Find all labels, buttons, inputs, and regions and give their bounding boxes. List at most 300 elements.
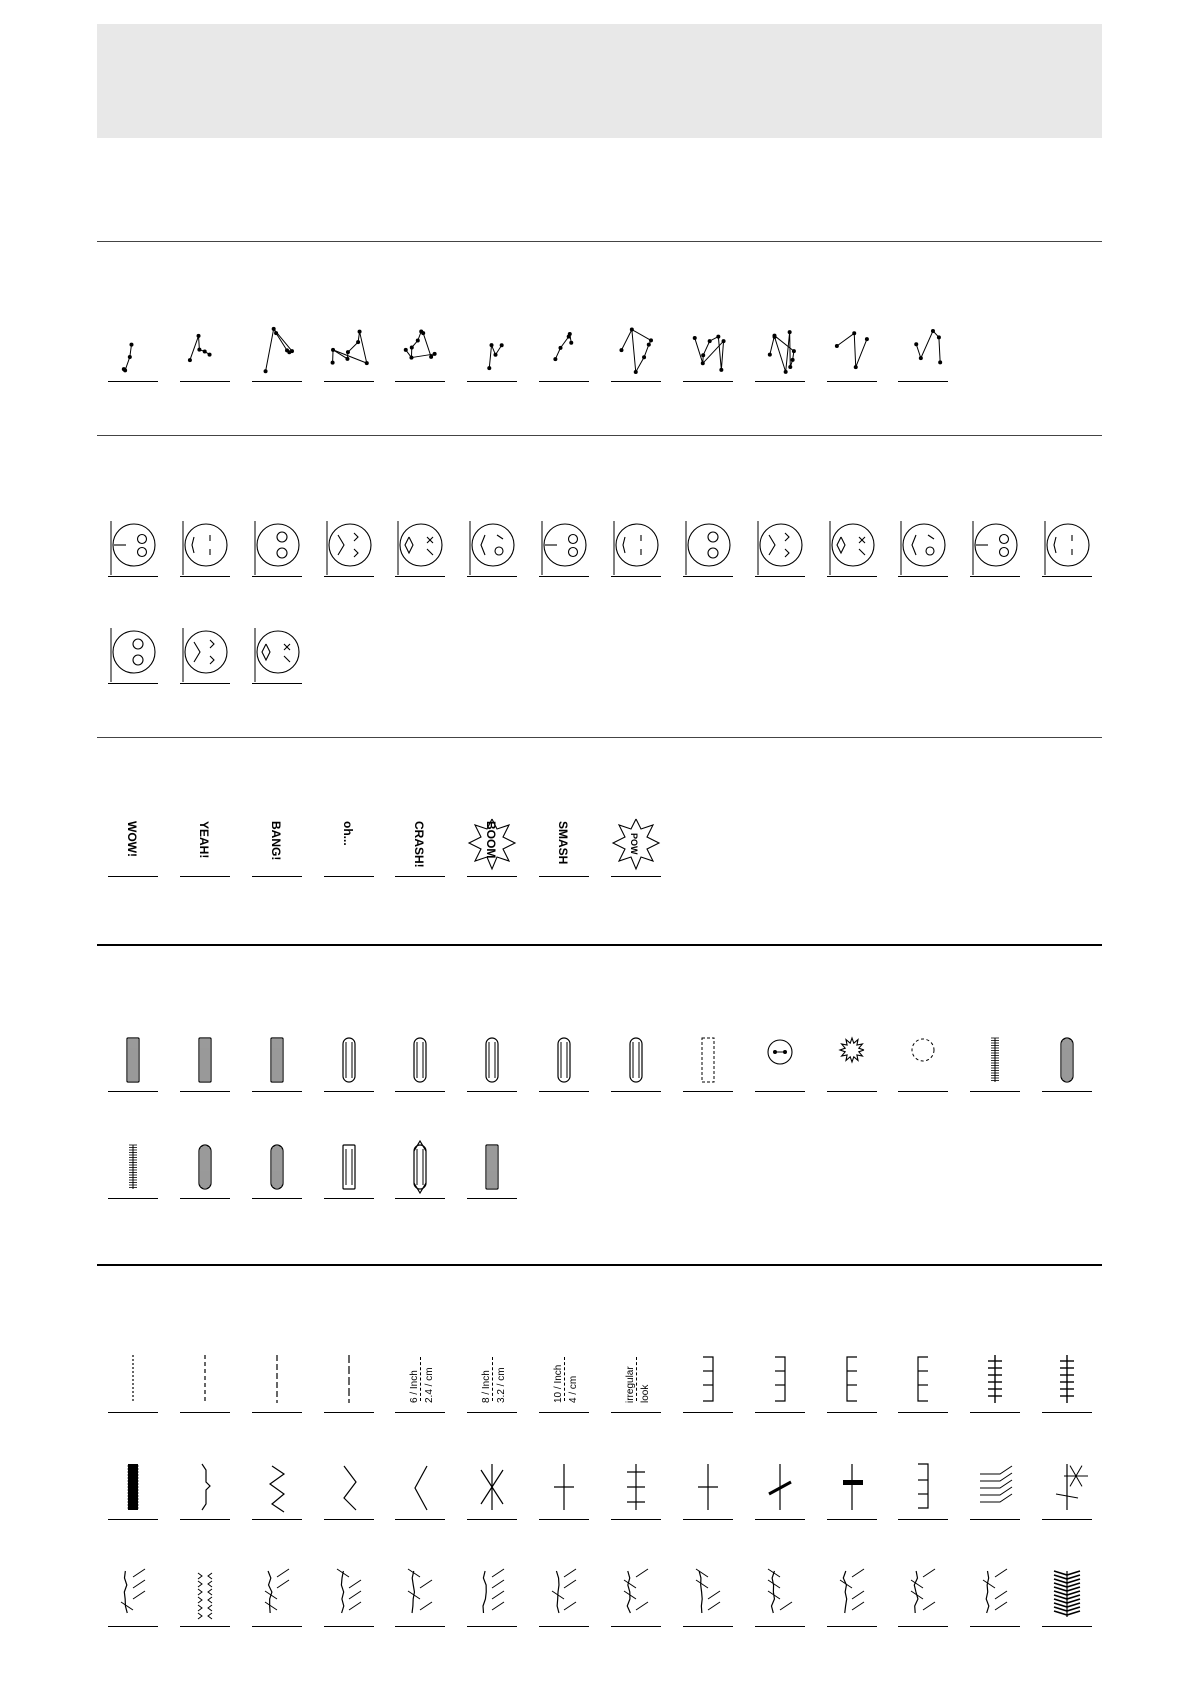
stitch-underline (108, 1091, 158, 1092)
stitch-length-label: 2.4 / cm (424, 1367, 436, 1403)
stitch-cell-buttonholes-1-2[interactable] (252, 1139, 302, 1199)
stitch-underline (467, 1626, 517, 1627)
stitch-underline (108, 1626, 158, 1627)
stitch-cell-constellations-0-2[interactable] (252, 322, 302, 382)
decorative-stitch-icon (683, 1567, 733, 1627)
stitch-underline (827, 576, 877, 577)
stitch-underline (324, 576, 374, 577)
word-label: YEAH! (196, 821, 211, 859)
face-stitch-icon (108, 517, 158, 577)
stitch-cell-faces-1-2[interactable] (252, 624, 302, 684)
stitch-underline (539, 1412, 589, 1413)
stitch-underline (180, 683, 230, 684)
constellation-stitch-icon (252, 322, 302, 382)
stitch-cell-practical-1-9[interactable] (755, 1460, 805, 1520)
stitch-underline (467, 1412, 517, 1413)
stitch-cell-faces-0-3[interactable] (324, 517, 374, 577)
stitch-underline (970, 1412, 1020, 1413)
decorative-stitch-icon (395, 1460, 445, 1520)
stitch-underline (252, 1091, 302, 1092)
stitch-cell-practical-1-0[interactable] (108, 1460, 158, 1520)
stitch-cell-buttonholes-1-3[interactable] (324, 1139, 374, 1199)
decorative-stitch-icon (252, 1460, 302, 1520)
face-stitch-icon (611, 517, 661, 577)
stitch-cell-practical-2-12[interactable] (970, 1567, 1020, 1627)
word-stitch-icon (467, 817, 517, 877)
stitch-cell-buttonholes-0-11[interactable] (898, 1032, 948, 1092)
word-label: CRASH! (412, 821, 427, 868)
stitch-underline (683, 1626, 733, 1627)
stitch-cell-faces-0-1[interactable] (180, 517, 230, 577)
stitch-cell-buttonholes-0-12[interactable] (970, 1032, 1020, 1092)
stitch-underline (252, 576, 302, 577)
buttonhole-stitch-icon (252, 1139, 302, 1199)
face-stitch-icon (539, 517, 589, 577)
stitch-underline (467, 576, 517, 577)
stitch-cell-words-0-5[interactable] (467, 817, 517, 877)
stitch-underline (611, 381, 661, 382)
constellation-stitch-icon (898, 322, 948, 382)
stitch-cell-constellations-0-3[interactable] (324, 322, 374, 382)
stitch-underline (611, 1519, 661, 1520)
stitch-length-label: 4 / cm (568, 1375, 580, 1403)
stitch-length-label: look (639, 1384, 651, 1403)
stitch-underline (970, 1519, 1020, 1520)
decorative-stitch-icon (324, 1567, 374, 1627)
stitch-cell-buttonholes-0-5[interactable] (467, 1032, 517, 1092)
decorative-stitch-icon (1042, 1460, 1092, 1520)
face-stitch-icon (1042, 517, 1092, 577)
stitch-cell-practical-1-6[interactable] (539, 1460, 589, 1520)
stitch-underline (755, 1519, 805, 1520)
decorative-stitch-icon (467, 1460, 517, 1520)
stitch-underline (611, 1626, 661, 1627)
decorative-stitch-icon (755, 1460, 805, 1520)
stitch-cell-words-0-6[interactable] (539, 817, 589, 877)
header-band (97, 24, 1102, 138)
stitch-underline (755, 1412, 805, 1413)
stitch-cell-practical-2-8[interactable] (683, 1567, 733, 1627)
stitch-underline (180, 1412, 230, 1413)
stitch-cell-practical-0-5[interactable] (467, 1353, 517, 1413)
constellation-stitch-icon (683, 322, 733, 382)
stitch-cell-practical-1-4[interactable] (395, 1460, 445, 1520)
face-stitch-icon (898, 517, 948, 577)
stitch-underline (755, 576, 805, 577)
stitch-underline (395, 1198, 445, 1199)
decorative-stitch-icon (1042, 1567, 1092, 1627)
stitch-underline (827, 1519, 877, 1520)
stitch-underline (611, 1091, 661, 1092)
stitch-cell-faces-0-7[interactable] (611, 517, 661, 577)
stitch-underline (467, 1519, 517, 1520)
decorative-stitch-icon (970, 1460, 1020, 1520)
buttonhole-stitch-icon (827, 1032, 877, 1092)
word-label: POW (628, 833, 639, 855)
practical-stitch-icon (755, 1353, 805, 1413)
word-label: oh... (340, 821, 355, 846)
stitch-underline (898, 1519, 948, 1520)
stitch-underline (324, 1091, 374, 1092)
stitch-cell-practical-1-5[interactable] (467, 1460, 517, 1520)
stitch-underline (108, 876, 158, 877)
stitch-cell-faces-0-11[interactable] (898, 517, 948, 577)
stitch-cell-practical-0-11[interactable] (898, 1353, 948, 1413)
stitch-cell-constellations-0-10[interactable] (827, 322, 877, 382)
stitch-underline (252, 876, 302, 877)
constellation-stitch-icon (827, 322, 877, 382)
stitch-cell-faces-0-8[interactable] (683, 517, 733, 577)
buttonhole-stitch-icon (180, 1032, 230, 1092)
stitch-cell-practical-0-10[interactable] (827, 1353, 877, 1413)
stitch-cell-faces-0-5[interactable] (467, 517, 517, 577)
stitch-cell-practical-0-0[interactable] (108, 1353, 158, 1413)
buttonhole-stitch-icon (324, 1032, 374, 1092)
stitch-cell-practical-1-11[interactable] (898, 1460, 948, 1520)
stitch-underline (611, 876, 661, 877)
stitch-underline (467, 876, 517, 877)
stitch-length-label: 6 / Inch (409, 1370, 421, 1403)
stitch-cell-constellations-0-1[interactable] (180, 322, 230, 382)
stitch-underline (970, 1091, 1020, 1092)
stitch-underline (395, 1519, 445, 1520)
label-divider (420, 1357, 421, 1401)
stitch-cell-faces-0-9[interactable] (755, 517, 805, 577)
stitch-underline (898, 1412, 948, 1413)
decorative-stitch-icon (611, 1460, 661, 1520)
stitch-cell-buttonholes-0-0[interactable] (108, 1032, 158, 1092)
stitch-cell-practical-1-10[interactable] (827, 1460, 877, 1520)
decorative-stitch-icon (324, 1460, 374, 1520)
stitch-cell-constellations-0-5[interactable] (467, 322, 517, 382)
stitch-cell-constellations-0-8[interactable] (683, 322, 733, 382)
buttonhole-stitch-icon (180, 1139, 230, 1199)
stitch-cell-practical-2-10[interactable] (827, 1567, 877, 1627)
stitch-underline (539, 381, 589, 382)
stitch-cell-practical-0-3[interactable] (324, 1353, 374, 1413)
stitch-cell-practical-1-7[interactable] (611, 1460, 661, 1520)
stitch-underline (252, 683, 302, 684)
stitch-cell-constellations-0-7[interactable] (611, 322, 661, 382)
stitch-underline (180, 1198, 230, 1199)
stitch-underline (252, 1198, 302, 1199)
stitch-cell-practical-0-8[interactable] (683, 1353, 733, 1413)
practical-stitch-icon (827, 1353, 877, 1413)
stitch-underline (827, 1412, 877, 1413)
word-label: SMASH (556, 821, 571, 865)
word-label: BOOM (484, 821, 499, 859)
stitch-underline (180, 576, 230, 577)
constellation-stitch-icon (324, 322, 374, 382)
stitch-underline (108, 381, 158, 382)
stitch-cell-practical-0-6[interactable] (539, 1353, 589, 1413)
buttonhole-stitch-icon (539, 1032, 589, 1092)
stitch-cell-words-0-3[interactable] (324, 817, 374, 877)
decorative-stitch-icon (539, 1460, 589, 1520)
label-divider (564, 1357, 565, 1401)
stitch-cell-practical-1-12[interactable] (970, 1460, 1020, 1520)
stitch-underline (827, 381, 877, 382)
stitch-cell-buttonholes-0-3[interactable] (324, 1032, 374, 1092)
stitch-underline (395, 876, 445, 877)
stitch-underline (324, 876, 374, 877)
stitch-underline (1042, 576, 1092, 577)
stitch-underline (324, 1412, 374, 1413)
stitch-underline (1042, 1626, 1092, 1627)
practical-stitch-icon (108, 1353, 158, 1413)
decorative-stitch-icon (539, 1567, 589, 1627)
stitch-cell-practical-0-1[interactable] (180, 1353, 230, 1413)
word-stitch-icon (611, 817, 661, 877)
decorative-stitch-icon (898, 1567, 948, 1627)
stitch-underline (180, 1626, 230, 1627)
face-stitch-icon (827, 517, 877, 577)
buttonhole-stitch-icon (324, 1139, 374, 1199)
stitch-underline (108, 1519, 158, 1520)
word-stitch-icon (539, 817, 589, 877)
practical-stitch-icon (1042, 1353, 1092, 1413)
stitch-cell-words-0-7[interactable] (611, 817, 661, 877)
stitch-cell-faces-1-1[interactable] (180, 624, 230, 684)
stitch-underline (539, 876, 589, 877)
stitch-cell-practical-2-4[interactable] (395, 1567, 445, 1627)
stitch-cell-buttonholes-1-1[interactable] (180, 1139, 230, 1199)
stitch-underline (683, 1412, 733, 1413)
stitch-underline (395, 576, 445, 577)
decorative-stitch-icon (898, 1460, 948, 1520)
stitch-cell-buttonholes-1-0[interactable] (108, 1139, 158, 1199)
constellation-stitch-icon (108, 322, 158, 382)
buttonhole-stitch-icon (467, 1032, 517, 1092)
stitch-underline (324, 1626, 374, 1627)
stitch-cell-practical-2-1[interactable] (180, 1567, 230, 1627)
stitch-cell-constellations-0-9[interactable] (755, 322, 805, 382)
decorative-stitch-icon (108, 1567, 158, 1627)
stitch-cell-practical-1-13[interactable] (1042, 1460, 1092, 1520)
stitch-underline (252, 1626, 302, 1627)
stitch-cell-practical-2-9[interactable] (755, 1567, 805, 1627)
stitch-cell-faces-0-2[interactable] (252, 517, 302, 577)
section-divider (97, 241, 1102, 242)
stitch-cell-practical-2-5[interactable] (467, 1567, 517, 1627)
stitch-underline (1042, 1091, 1092, 1092)
stitch-cell-words-0-0[interactable] (108, 817, 158, 877)
stitch-length-label: 3.2 / cm (496, 1367, 508, 1403)
stitch-underline (683, 1091, 733, 1092)
stitch-cell-practical-1-8[interactable] (683, 1460, 733, 1520)
stitch-cell-constellations-0-0[interactable] (108, 322, 158, 382)
stitch-cell-buttonholes-0-13[interactable] (1042, 1032, 1092, 1092)
stitch-cell-practical-0-13[interactable] (1042, 1353, 1092, 1413)
face-stitch-icon (180, 624, 230, 684)
stitch-cell-practical-0-9[interactable] (755, 1353, 805, 1413)
word-stitch-icon (108, 817, 158, 877)
stitch-cell-buttonholes-0-1[interactable] (180, 1032, 230, 1092)
decorative-stitch-icon (108, 1460, 158, 1520)
constellation-stitch-icon (395, 322, 445, 382)
stitch-underline (539, 576, 589, 577)
buttonhole-stitch-icon (1042, 1032, 1092, 1092)
face-stitch-icon (180, 517, 230, 577)
word-stitch-icon (324, 817, 374, 877)
stitch-cell-practical-2-3[interactable] (324, 1567, 374, 1627)
stitch-cell-practical-2-6[interactable] (539, 1567, 589, 1627)
stitch-cell-buttonholes-0-7[interactable] (611, 1032, 661, 1092)
constellation-stitch-icon (467, 322, 517, 382)
stitch-cell-faces-0-6[interactable] (539, 517, 589, 577)
stitch-underline (898, 576, 948, 577)
stitch-underline (898, 1091, 948, 1092)
stitch-cell-practical-1-1[interactable] (180, 1460, 230, 1520)
stitch-underline (252, 1519, 302, 1520)
stitch-underline (539, 1091, 589, 1092)
stitch-cell-words-0-4[interactable] (395, 817, 445, 877)
word-stitch-icon (252, 817, 302, 877)
stitch-length-label: 10 / Inch (553, 1364, 565, 1403)
decorative-stitch-icon (252, 1567, 302, 1627)
practical-stitch-icon (898, 1353, 948, 1413)
stitch-cell-buttonholes-0-2[interactable] (252, 1032, 302, 1092)
constellation-stitch-icon (755, 322, 805, 382)
buttonhole-stitch-icon (755, 1032, 805, 1092)
face-stitch-icon (755, 517, 805, 577)
practical-stitch-icon (970, 1353, 1020, 1413)
stitch-underline (180, 876, 230, 877)
face-stitch-icon (683, 517, 733, 577)
stitch-cell-practical-2-11[interactable] (898, 1567, 948, 1627)
face-stitch-icon (395, 517, 445, 577)
stitch-cell-practical-0-12[interactable] (970, 1353, 1020, 1413)
stitch-cell-practical-0-2[interactable] (252, 1353, 302, 1413)
buttonhole-stitch-icon (108, 1139, 158, 1199)
section-divider (97, 1264, 1102, 1266)
stitch-cell-faces-0-12[interactable] (970, 517, 1020, 577)
stitch-underline (755, 1091, 805, 1092)
decorative-stitch-icon (755, 1567, 805, 1627)
stitch-cell-buttonholes-0-10[interactable] (827, 1032, 877, 1092)
decorative-stitch-icon (611, 1567, 661, 1627)
stitch-underline (539, 1519, 589, 1520)
word-stitch-icon (395, 817, 445, 877)
constellation-stitch-icon (611, 322, 661, 382)
constellation-stitch-icon (180, 322, 230, 382)
stitch-cell-practical-2-2[interactable] (252, 1567, 302, 1627)
stitch-underline (611, 1412, 661, 1413)
stitch-underline (108, 1412, 158, 1413)
stitch-underline (755, 381, 805, 382)
stitch-cell-buttonholes-0-6[interactable] (539, 1032, 589, 1092)
practical-stitch-icon (683, 1353, 733, 1413)
stitch-cell-buttonholes-0-4[interactable] (395, 1032, 445, 1092)
word-label: WOW! (125, 821, 139, 857)
stitch-underline (970, 576, 1020, 577)
face-stitch-icon (467, 517, 517, 577)
stitch-underline (1042, 1412, 1092, 1413)
decorative-stitch-icon (683, 1460, 733, 1520)
stitch-underline (395, 1626, 445, 1627)
stitch-cell-constellations-0-6[interactable] (539, 322, 589, 382)
buttonhole-stitch-icon (108, 1032, 158, 1092)
stitch-underline (827, 1091, 877, 1092)
decorative-stitch-icon (827, 1460, 877, 1520)
stitch-cell-practical-2-13[interactable] (1042, 1567, 1092, 1627)
stitch-cell-practical-0-7[interactable] (611, 1353, 661, 1413)
practical-stitch-icon (252, 1353, 302, 1413)
stitch-cell-practical-2-0[interactable] (108, 1567, 158, 1627)
section-divider (97, 944, 1102, 946)
stitch-underline (1042, 1519, 1092, 1520)
stitch-underline (683, 381, 733, 382)
buttonhole-stitch-icon (467, 1139, 517, 1199)
stitch-underline (180, 1519, 230, 1520)
constellation-stitch-icon (539, 322, 589, 382)
section-divider (97, 737, 1102, 738)
stitch-underline (252, 381, 302, 382)
stitch-underline (898, 381, 948, 382)
stitch-underline (108, 1198, 158, 1199)
stitch-underline (324, 1198, 374, 1199)
stitch-underline (683, 576, 733, 577)
stitch-cell-faces-0-13[interactable] (1042, 517, 1092, 577)
stitch-underline (970, 1626, 1020, 1627)
face-stitch-icon (108, 624, 158, 684)
label-divider (636, 1357, 637, 1401)
stitch-length-label: irregular (624, 1366, 636, 1403)
stitch-underline (467, 1091, 517, 1092)
decorative-stitch-icon (180, 1460, 230, 1520)
stitch-underline (108, 576, 158, 577)
stitch-underline (898, 1626, 948, 1627)
stitch-cell-constellations-0-4[interactable] (395, 322, 445, 382)
stitch-underline (180, 381, 230, 382)
stitch-underline (755, 1626, 805, 1627)
stitch-underline (611, 576, 661, 577)
buttonhole-stitch-icon (395, 1139, 445, 1199)
stitch-cell-practical-2-7[interactable] (611, 1567, 661, 1627)
word-stitch-icon (180, 817, 230, 877)
word-label: BANG! (268, 821, 283, 861)
stitch-cell-constellations-0-11[interactable] (898, 322, 948, 382)
stitch-underline (827, 1626, 877, 1627)
stitch-underline (467, 381, 517, 382)
stitch-cell-buttonholes-0-8[interactable] (683, 1032, 733, 1092)
stitch-cell-words-0-2[interactable] (252, 817, 302, 877)
decorative-stitch-icon (395, 1567, 445, 1627)
stitch-cell-faces-0-4[interactable] (395, 517, 445, 577)
buttonhole-stitch-icon (611, 1032, 661, 1092)
stitch-cell-buttonholes-1-5[interactable] (467, 1139, 517, 1199)
stitch-cell-practical-0-4[interactable] (395, 1353, 445, 1413)
stitch-underline (324, 1519, 374, 1520)
buttonhole-stitch-icon (970, 1032, 1020, 1092)
stitch-underline (467, 1198, 517, 1199)
stitch-cell-practical-1-3[interactable] (324, 1460, 374, 1520)
stitch-cell-buttonholes-1-4[interactable] (395, 1139, 445, 1199)
stitch-length-label: 8 / Inch (481, 1370, 493, 1403)
label-divider (492, 1357, 493, 1401)
stitch-underline (108, 683, 158, 684)
section-divider (97, 435, 1102, 436)
stitch-cell-words-0-1[interactable] (180, 817, 230, 877)
stitch-cell-practical-1-2[interactable] (252, 1460, 302, 1520)
practical-stitch-icon (324, 1353, 374, 1413)
stitch-cell-buttonholes-0-9[interactable] (755, 1032, 805, 1092)
face-stitch-icon (970, 517, 1020, 577)
stitch-cell-faces-0-10[interactable] (827, 517, 877, 577)
stitch-cell-faces-0-0[interactable] (108, 517, 158, 577)
buttonhole-stitch-icon (252, 1032, 302, 1092)
stitch-cell-faces-1-0[interactable] (108, 624, 158, 684)
